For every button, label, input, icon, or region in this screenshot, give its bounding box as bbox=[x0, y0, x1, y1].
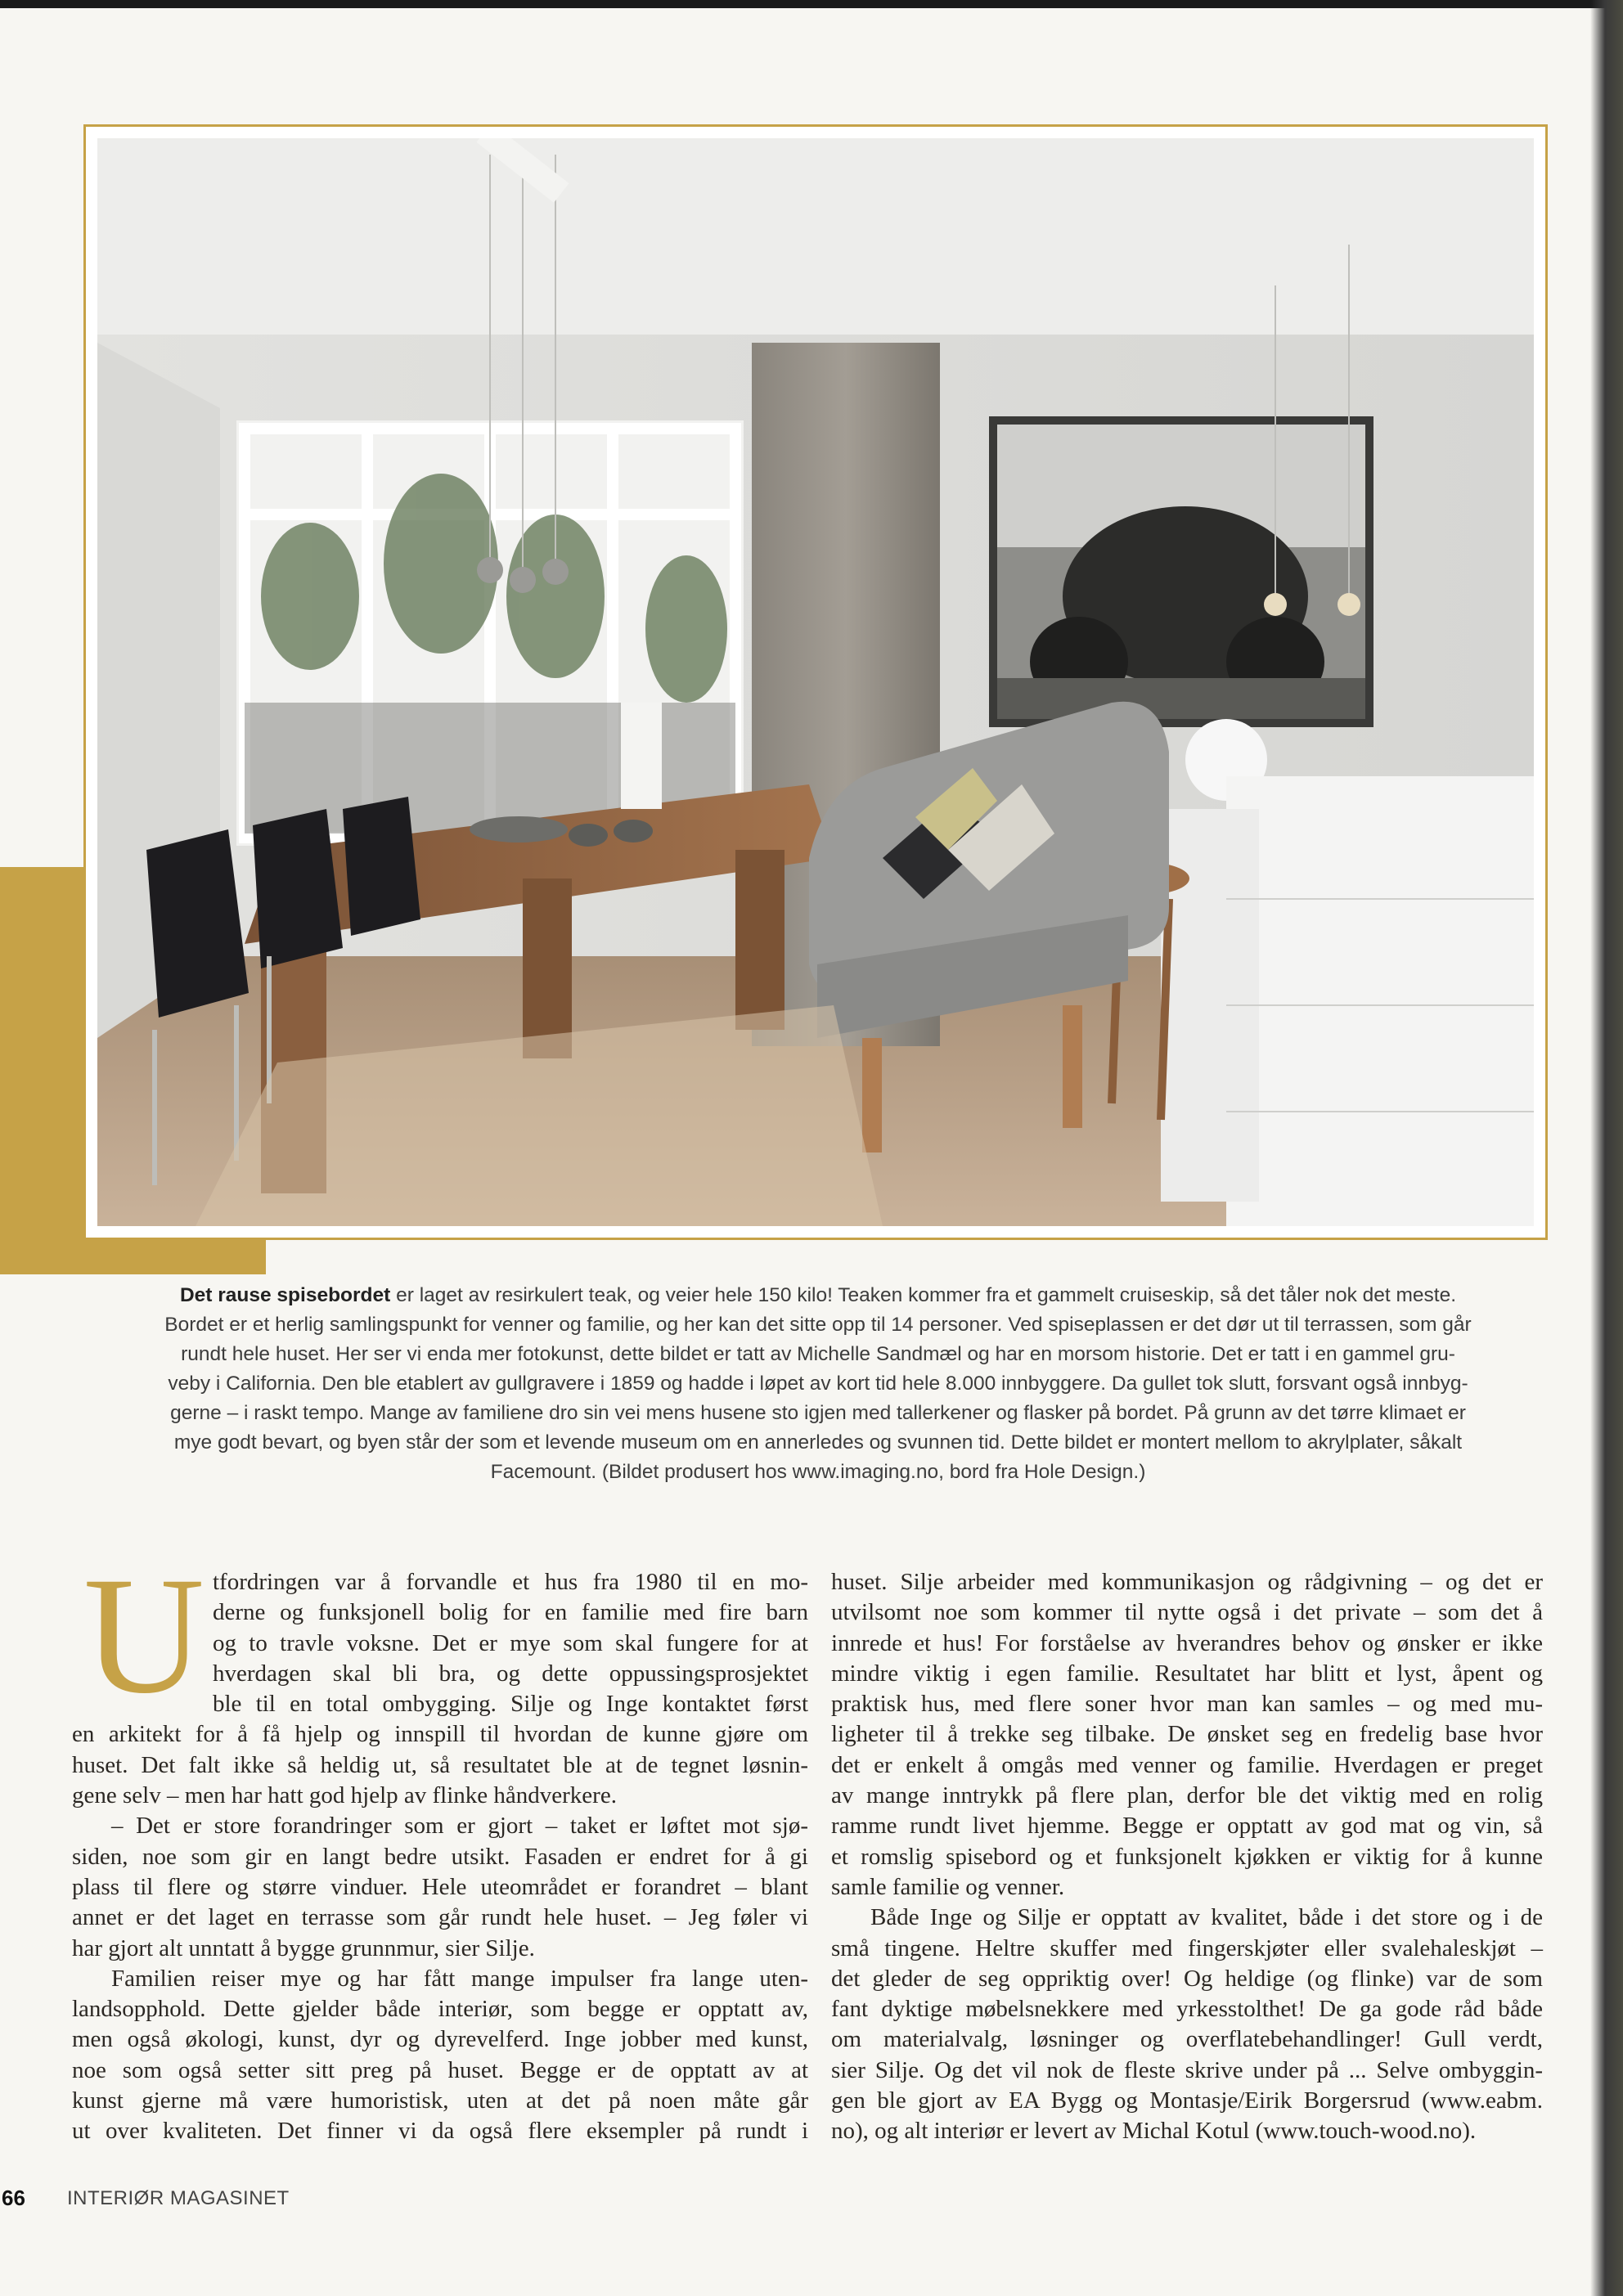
article-line: det er enkelt å omgås med venner og familie. Hverdagen er preget bbox=[831, 1751, 1543, 1778]
article-line: ut over kvaliteten. Det finner vi da også flere eksempler på rundt i bbox=[72, 2118, 808, 2145]
article-line: Både Inge og Silje er opptatt av kvalitet, både i det store og i de bbox=[870, 1904, 1543, 1931]
article-line: tfordringen var å forvandle et hus fra 1980 til en mo- bbox=[213, 1569, 808, 1595]
article-line: gene selv – men har hatt god hjelp av flinke håndverkere. bbox=[72, 1782, 617, 1809]
article-line: – Det er store forandringer som er gjort – taket er løftet mot sjø- bbox=[111, 1813, 808, 1840]
caption-line-1 bbox=[131, 1281, 1505, 1310]
article-line: innrede et hus! For forståelse av hverandres behov og ønsker er ikke bbox=[831, 1629, 1543, 1656]
article-line: utvilsomt noe som kommer til nytte også i det private – som det å bbox=[831, 1599, 1543, 1626]
caption-line-1-text: er laget av resirkulert teak, og veier hele 150 kilo! Teaken kommer fra et gammelt cruiseskip, så det tåler nok det meste. bbox=[390, 1284, 1457, 1306]
article-column-right bbox=[831, 1567, 1543, 2147]
caption-line-5: gerne – i raskt tempo. Mange av familiene dro sin vei mens husene sto igjen med tallerkener og flasker på bordet. På grunn av det tørre klimaet er bbox=[170, 1402, 1466, 1424]
dining-room-illustration bbox=[97, 138, 1534, 1226]
dining-room-photo bbox=[97, 138, 1534, 1226]
article-line: fant dyktige møbelsnekkere med yrkesstolthet! De ga gode råd både bbox=[831, 1996, 1543, 2023]
article-line: et romslig spisebord og et funksjonelt kjøkken er viktig for å kunne bbox=[831, 1843, 1543, 1870]
drop-cap: U bbox=[83, 1543, 205, 1728]
spine-shadow bbox=[1590, 0, 1623, 2296]
article-line: kunst gjerne må være humoristisk, uten at det på noen måte går bbox=[72, 2087, 808, 2114]
article-line: men også økologi, kunst, dyr og dyrevelferd. Inge jobber med kunst, bbox=[72, 2026, 808, 2053]
page-top-edge bbox=[0, 0, 1623, 8]
article-line: landsopphold. Dette gjelder både interiør, som begge er opptatt av, bbox=[72, 1996, 808, 2023]
article-line: huset. Det falt ikke så heldig ut, så resultatet ble at de tegnet løsnin- bbox=[72, 1751, 808, 1778]
magazine-name: INTERIØR MAGASINET bbox=[67, 2187, 290, 2209]
article-line: små tingene. Heltre skuffer med fingerskjøter eller svalehaleskjøt – bbox=[831, 1934, 1543, 1961]
article-line: mindre viktig i egen familie. Resultatet har blitt et lyst, åpent og bbox=[831, 1660, 1543, 1687]
article-line: om materialvalg, løsninger og overflatebehandlinger! Gull verdt, bbox=[831, 2026, 1543, 2053]
article-line: noe som også setter sitt preg på huset. Begge er de opptatt av at bbox=[72, 2056, 808, 2083]
caption-line-4: veby i California. Den ble etablert av gullgravere i 1859 og hadde i løpet av kort tid hele 8.000 innbyggere. Da gullet tok slutt, forsvant også innbyg- bbox=[168, 1373, 1468, 1395]
article-line: har gjort alt unntatt å bygge grunnmur, sier Silje. bbox=[72, 1934, 535, 1961]
article-line: sier Silje. Og det vil nok de fleste skrive under på ... Selve ombyggin- bbox=[831, 2056, 1543, 2083]
article-line: praktisk hus, med flere soner hvor man kan samles – og med mu- bbox=[831, 1691, 1543, 1718]
photo-caption bbox=[131, 1281, 1505, 1487]
page-number: 66 bbox=[2, 2186, 25, 2210]
article-column-left bbox=[72, 1567, 808, 2147]
article-line: det gleder de seg oppriktig over! Og heldige (og flinke) var de som bbox=[831, 1965, 1543, 1992]
caption-line-7: Facemount. (Bildet produsert hos www.imaging.no, bord fra Hole Design.) bbox=[490, 1461, 1146, 1483]
article-line: annet er det laget en terrasse som går rundt hele huset. – Jeg føler vi bbox=[72, 1904, 808, 1931]
caption-line-3: rundt hele huset. Her ser vi enda mer fotokunst, dette bildet er tatt av Michelle Sandmæl og har en morsom historie. Det er tatt i en gammel gru- bbox=[181, 1343, 1455, 1365]
article-line: ligheter til å trekke seg tilbake. De ønsket seg en fredelig base hvor bbox=[831, 1721, 1543, 1748]
article-line: hverdagen skal bli bra, og dette oppussingsprosjektet bbox=[213, 1660, 808, 1687]
article-line: ble til en total ombygging. Silje og Inge kontaktet først bbox=[213, 1691, 808, 1718]
article-line: derne og funksjonell bolig for en familie med fire barn bbox=[213, 1599, 808, 1626]
article-line: samle familie og venner. bbox=[831, 1873, 1065, 1900]
article-line: no), og alt interiør er levert av Michal Kotul (www.touch-wood.no). bbox=[831, 2118, 1477, 2145]
article-line: ramme rundt livet hjemme. Begge er opptatt av god mat og vin, så bbox=[831, 1813, 1543, 1840]
caption-line-6: mye godt bevart, og byen står der som et levende museum om en annerledes og svunnen tid. Dette bildet er montert mellom to akrylplater, såkalt bbox=[173, 1431, 1463, 1454]
article-line: av mange inntrykk på flere plan, derfor ble det viktig med en rolig bbox=[831, 1782, 1543, 1809]
article-line: Familien reiser mye og har fått mange impulser fra lange uten- bbox=[111, 1965, 808, 1992]
article-line: plass til flere og større vinduer. Hele uteområdet er forandret – blant bbox=[72, 1873, 808, 1900]
article-line: en arkitekt for å få hjelp og innspill til hvordan de kunne gjøre om bbox=[72, 1721, 808, 1748]
article-line: og to travle voksne. Det er mye som skal fungere for at bbox=[213, 1629, 808, 1656]
article-line: huset. Silje arbeider med kommunikasjon og rådgivning – og det er bbox=[831, 1569, 1543, 1595]
photo-frame bbox=[83, 124, 1548, 1240]
caption-line-2: Bordet er et herlig samlingspunkt for venner og familie, og her kan det sitte opp til 14 personer. Ved spiseplassen er det dør ut til terrassen, som går bbox=[164, 1314, 1472, 1336]
caption-lead: Det rause spisebordet bbox=[179, 1284, 391, 1306]
article-line: gen ble gjort av EA Bygg og Montasje/Eirik Borgersrud (www.eabm. bbox=[831, 2087, 1543, 2114]
article-line: siden, noe som gir en langt bedre utsikt. Fasaden er endret for å gi bbox=[72, 1843, 808, 1870]
